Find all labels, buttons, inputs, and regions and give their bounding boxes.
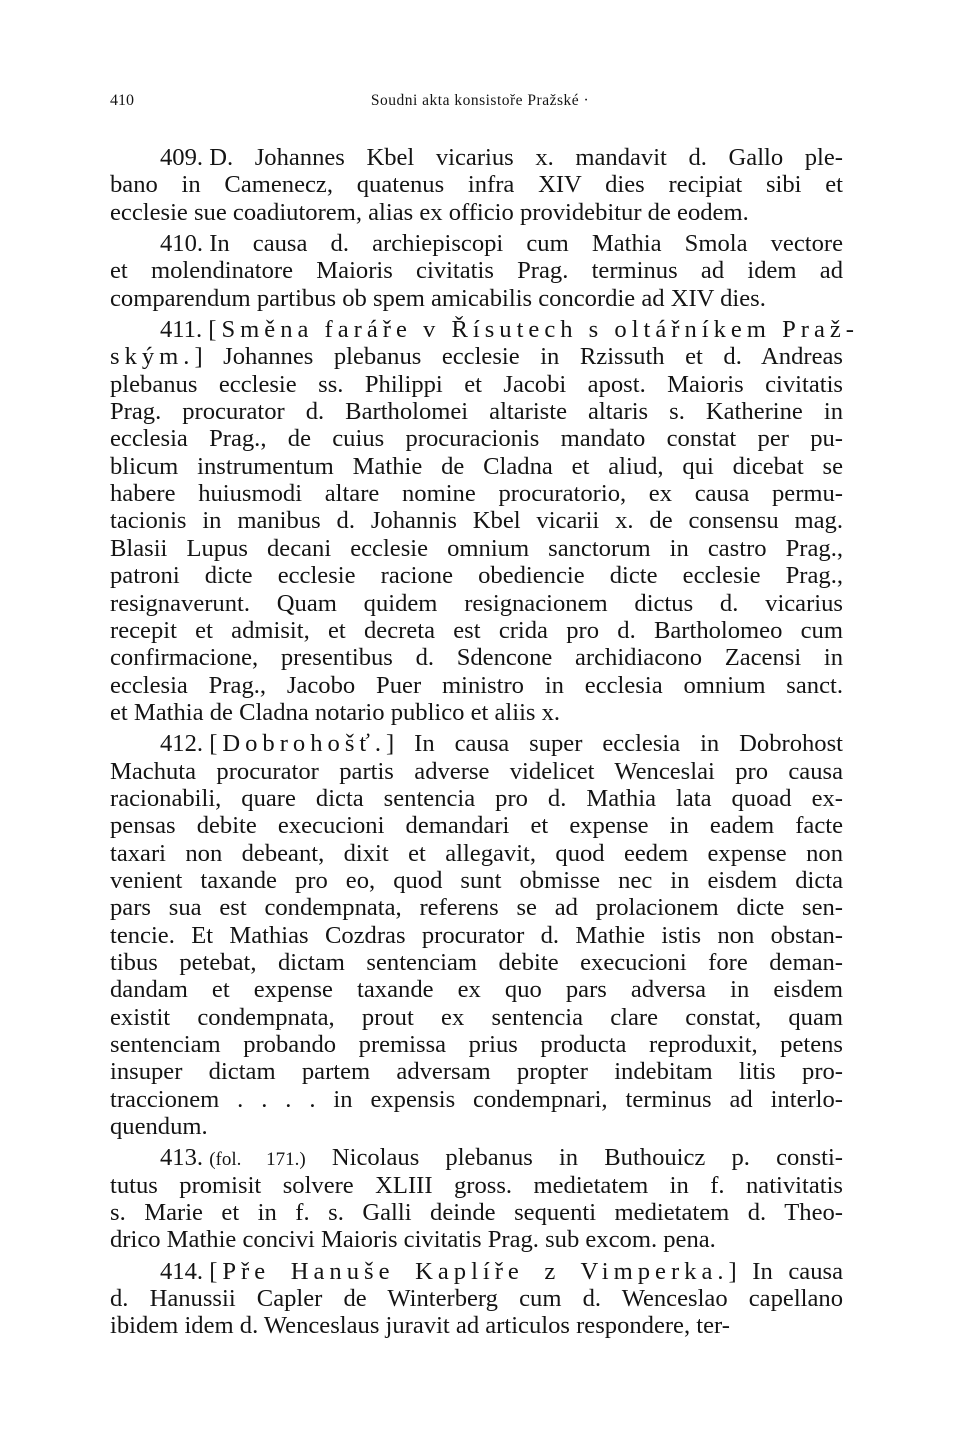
text-line: [110, 867, 843, 894]
entry-paragraph: [110, 1144, 843, 1253]
text-segment: et molendinatore Maioris civitatis Prag. terminus ad idem ad: [110, 257, 843, 285]
text-segment: tencie. Et Mathias Cozdras procurator d. Mathie istis non obstan-: [110, 921, 843, 949]
entry-paragraph: [110, 144, 843, 226]
text-line: [110, 922, 843, 949]
entry-number: 412.: [160, 730, 204, 758]
text-segment: ] In causa: [728, 1257, 843, 1285]
text-line: [110, 343, 843, 370]
text-line: [110, 590, 843, 617]
text-line: [110, 1258, 843, 1285]
text-line: [110, 785, 843, 812]
text-segment: quendum.: [110, 1113, 208, 1141]
text-line: [110, 730, 843, 757]
text-line: [110, 812, 843, 839]
text-line: [110, 480, 843, 507]
text-segment: In causa d. archiepiscopi cum Mathia Smola vectore: [209, 230, 843, 258]
entry-number: 411.: [160, 316, 203, 344]
entry-heading: [Pře Hanuše Kaplíře z Vimperka.: [209, 1257, 729, 1285]
page-number: 410: [110, 92, 134, 109]
entry-heading: ským.: [110, 343, 195, 371]
text-segment: (fol. 171.): [209, 1149, 306, 1171]
text-line: [110, 672, 843, 699]
entry-paragraph: [110, 316, 859, 726]
entry-number: 414.: [160, 1257, 204, 1285]
text-line: [110, 1312, 843, 1339]
text-line: [110, 894, 843, 921]
text-segment: Machuta procurator partis adverse videlicet Wenceslai pro causa: [110, 757, 843, 785]
text-line: [110, 285, 843, 312]
text-segment: ecclesie sue coadiutorem, alias ex officio providebitur de eodem.: [110, 198, 749, 226]
text-line: [110, 1086, 843, 1113]
text-line: [110, 644, 843, 671]
text-line: [110, 1172, 843, 1199]
text-segment: tacionis in manibus d. Johannis Kbel vicarii x. de consensu mag.: [110, 507, 843, 535]
text-line: [110, 398, 843, 425]
text-segment: pensas debite execucioni demandari et expense in eadem facte: [110, 812, 843, 840]
text-line: [110, 371, 843, 398]
text-line: [110, 171, 843, 198]
text-segment: racionabili, quare dicta sentencia pro d. Mathia lata quoad ex-: [110, 784, 843, 812]
text-segment: ecclesia Prag., Jacobo Puer ministro in ecclesia omnium sanct.: [110, 671, 843, 699]
text-segment: confirmacione, presentibus d. Sdencone archidiacono Zacensi in: [110, 644, 843, 672]
text-segment: ] In causa super ecclesia in Dobrohost: [386, 730, 843, 758]
text-segment: resignaverunt. Quam quidem resignacionem dictus d. vicarius: [110, 589, 843, 617]
text-segment: ibidem idem d. Wenceslaus juravit ad articulos respondere, ter-: [110, 1312, 730, 1340]
text-segment: patroni dicte ecclesie racione obediencie dicte ecclesie Prag.,: [110, 562, 843, 590]
text-line: [110, 1058, 843, 1085]
text-segment: et Mathia de Cladna notario publico et aliis x.: [110, 698, 561, 726]
text-line: [110, 230, 843, 257]
running-title: Soudni akta konsistoře Pražské ·: [370, 92, 590, 109]
text-line: [110, 535, 843, 562]
text-segment: dandam et expense taxande ex quo pars adversa in eisdem: [110, 976, 843, 1004]
text-segment: drico Mathie concivi Maioris civitatis Prag. sub excom. pena.: [110, 1226, 716, 1254]
text-segment: habere huiusmodi altare nomine procuratorio, ex causa permu-: [110, 480, 843, 508]
text-segment: venient taxande pro eo, quod sunt obmisse nec in eisdem dicta: [110, 866, 843, 894]
text-line: [110, 1031, 843, 1058]
text-segment: bano in Camenecz, quatenus infra XIV dies recipiat sibi et: [110, 171, 843, 199]
text-line: [110, 1199, 843, 1226]
text-segment: ] Johannes plebanus ecclesie in Rzissuth et d. Andreas: [194, 343, 843, 371]
text-line: [110, 507, 843, 534]
text-segment: insuper dictam partem adversam propter indebitam litis pro-: [110, 1058, 843, 1086]
text-line: [110, 257, 843, 284]
text-segment: pars sua est condempnata, referens se ad prolacionem dicte sen-: [110, 894, 843, 922]
text-segment: Nicolaus plebanus in Buthouicz p. consti-: [305, 1144, 844, 1172]
text-segment: sentenciam probando premissa prius producta reproduxit, petens: [110, 1031, 843, 1058]
text-segment: traccionem . . . . in expensis condempnari, terminus ad interlo-: [110, 1085, 843, 1113]
entry-paragraph: [110, 230, 843, 312]
text-line: [110, 144, 843, 171]
text-segment: blicum instrumentum Mathie de Cladna et aliud, qui dicebat se: [110, 452, 843, 480]
text-line: [110, 1113, 843, 1140]
entry-heading: [Směna faráře v Řísutech s oltářníkem Praž-: [208, 316, 859, 344]
text-segment: Blasii Lupus decani ecclesie omnium sanctorum in castro Prag.,: [110, 534, 843, 562]
text-segment: Prag. procurator d. Bartholomei altariste altaris s. Katherine in: [110, 398, 843, 426]
text-segment: d. Hanussii Capler de Winterberg cum d. Wenceslao capellano: [110, 1285, 843, 1313]
text-segment: tutus promisit solvere XLIII gross. medietatem in f. nativitatis: [110, 1171, 843, 1199]
text-line: [110, 758, 843, 785]
text-segment: ecclesia Prag., de cuius procuracionis mandato constat per pu-: [110, 425, 843, 453]
entries-list: [110, 144, 859, 1344]
text-line: [110, 1226, 843, 1253]
entry-number: 413.: [160, 1144, 204, 1172]
entry-number: 410.: [160, 230, 204, 258]
text-line: [110, 617, 843, 644]
text-segment: plebanus ecclesie ss. Philippi et Jacobi apost. Maioris civitatis: [110, 370, 843, 398]
entry-heading: [Dobrohošť.: [209, 730, 387, 758]
text-line: [110, 1285, 843, 1312]
text-segment: existit condempnata, prout ex sentencia clare constat, quam: [110, 1003, 843, 1031]
entry-number: 409.: [160, 144, 204, 171]
text-line: [110, 453, 843, 480]
text-segment: tibus petebat, dictam sentenciam debite execucioni fore deman-: [110, 948, 843, 976]
text-line: [110, 840, 843, 867]
text-segment: taxari non debeant, dixit et allegavit, quod eedem expense non: [110, 839, 843, 867]
text-line: [110, 199, 843, 226]
text-line: [110, 316, 859, 344]
entry-paragraph: [110, 1258, 843, 1340]
text-line: [110, 1004, 843, 1031]
entry-paragraph: [110, 730, 843, 1140]
text-line: [110, 562, 843, 589]
text-line: [110, 699, 843, 726]
text-segment: D. Johannes Kbel vicarius x. mandavit d. Gallo ple-: [209, 144, 843, 171]
running-head: [110, 92, 850, 116]
text-line: [110, 976, 843, 1003]
text-segment: s. Marie et in f. s. Galli deinde sequenti medietatem d. Theo-: [110, 1199, 843, 1227]
text-line: [110, 949, 843, 976]
text-line: [110, 425, 843, 452]
text-line: [110, 1144, 843, 1171]
text-segment: recepit et admisit, et decreta est crida pro d. Bartholomeo cum: [110, 616, 843, 644]
text-segment: comparendum partibus ob spem amicabilis concordie ad XIV dies.: [110, 284, 766, 312]
